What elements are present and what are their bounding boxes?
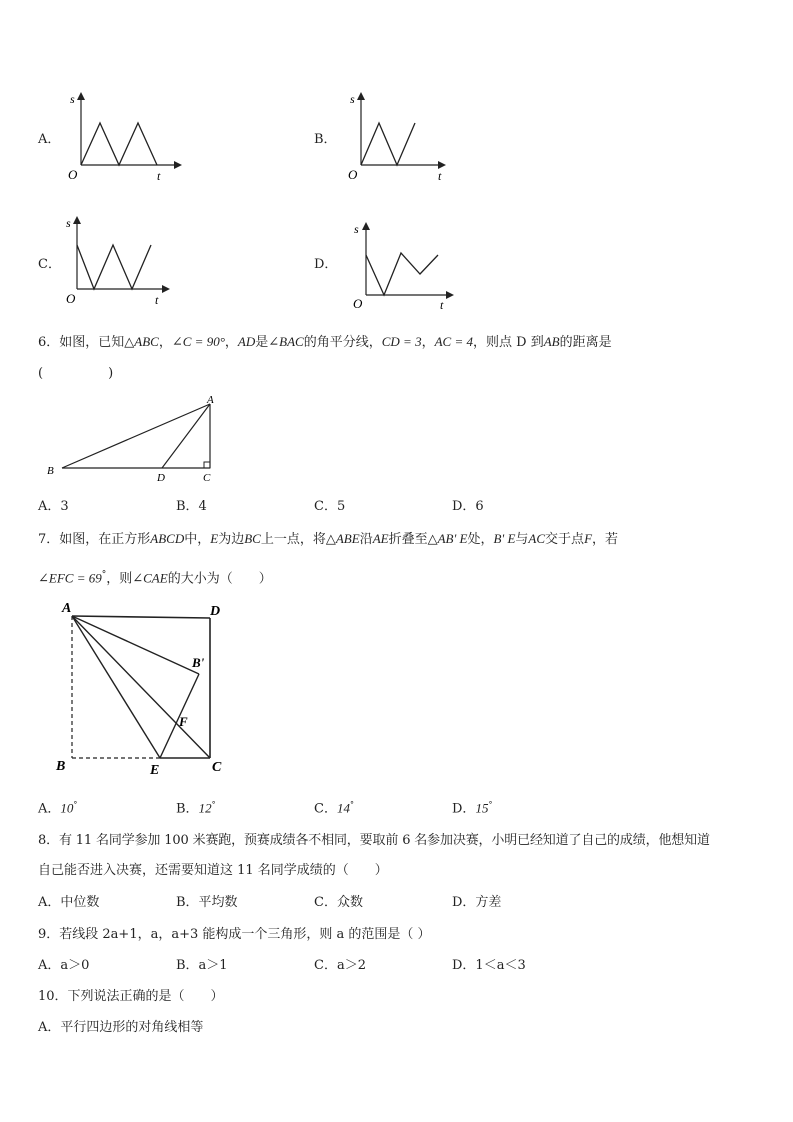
axis-s-label: s: [354, 222, 359, 236]
vertex-c-label: C: [203, 472, 211, 484]
q8-option-b: B．平均数: [176, 895, 238, 910]
axis-t-label: t: [157, 169, 161, 183]
q9-option-a: A．a＞0: [38, 958, 90, 973]
question-7-line-2: ∠EFC = 69°，则∠CAE的大小为（ ）: [38, 570, 272, 587]
axis-s-label: s: [350, 92, 355, 106]
point-e-label: E: [150, 763, 160, 778]
vertex-a-label: A: [62, 601, 72, 616]
q9-option-b: B．a＞1: [176, 958, 228, 973]
q8-option-d: D．方差: [452, 895, 502, 910]
q6-option-a: A．3: [38, 499, 69, 514]
axis-t-label: t: [155, 293, 159, 307]
vertex-b-label: B: [56, 759, 66, 774]
q7-option-d: D．15°: [452, 800, 493, 817]
question-10-text: 10．下列说法正确的是（ ）: [38, 989, 224, 1004]
graph-option-a: [66, 88, 186, 184]
graph-option-d-letter: D．: [314, 257, 338, 272]
graph-option-d: [352, 218, 472, 314]
q7-option-c: C．14°: [314, 800, 354, 817]
q10-option-a: A．平行四边形的对角线相等: [38, 1020, 204, 1035]
vertex-c-label: C: [212, 760, 222, 775]
q7-option-a: A．10°: [38, 800, 78, 817]
q7-option-b: B．12°: [176, 800, 216, 817]
axis-t-label: t: [440, 298, 444, 312]
graph-option-a-letter: A．: [38, 132, 61, 147]
q6-option-b: B．4: [176, 499, 207, 514]
vertex-d-label: D: [210, 604, 221, 619]
q6-option-d: D．6: [452, 499, 484, 514]
origin-label: O: [348, 167, 358, 182]
graph-option-c-letter: C．: [38, 257, 61, 272]
vertex-a-label: A: [207, 394, 214, 406]
vertex-b-prime-label: B': [192, 655, 205, 670]
question-8-line-1: 8．有 11 名同学参加 100 米赛跑，预赛成绩各不相同，要取前 6 名参加决赛，小明已经知道了自己的成绩，他想知道: [38, 833, 710, 848]
question-9-text: 9．若线段 2a+1，a，a+3 能构成一个三角形，则 a 的范围是（ ）: [38, 927, 431, 942]
question-8-line-2: 自己能否进入决赛，还需要知道这 11 名同学成绩的（ ）: [38, 863, 388, 878]
origin-label: O: [353, 296, 363, 311]
question-6-text: 6．如图，已知△ABC，∠C = 90°，AD是∠BAC的角平分线，CD = 3，AC = 4，则点 D 到AB的距离是: [38, 334, 612, 350]
question-6-answer-paren: ( ): [38, 366, 114, 381]
question-7-line-1: 7．如图，在正方形ABCD中，E为边BC上一点，将△ABE沿AE折叠至△AB' E处，B' E与AC交于点F，若: [38, 531, 619, 547]
q8-option-c: C．众数: [314, 895, 363, 910]
vertex-d-label: D: [157, 472, 165, 484]
q9-option-c: C．a＞2: [314, 958, 366, 973]
graph-option-b-letter: B．: [314, 132, 337, 147]
question-7-figure: [52, 596, 237, 781]
axis-s-label: s: [66, 216, 71, 230]
q9-option-d: D．1＜a＜3: [452, 958, 526, 973]
q6-option-c: C．5: [314, 499, 346, 514]
origin-label: O: [66, 291, 76, 306]
axis-s-label: s: [70, 92, 75, 106]
vertex-b-label: B: [47, 465, 54, 477]
q8-option-a: A．中位数: [38, 895, 100, 910]
axis-t-label: t: [438, 169, 442, 183]
point-f-label: F: [179, 714, 188, 729]
graph-option-b: [346, 88, 466, 184]
question-6-figure: [40, 392, 230, 487]
origin-label: O: [68, 167, 78, 182]
graph-option-c: [62, 212, 182, 308]
